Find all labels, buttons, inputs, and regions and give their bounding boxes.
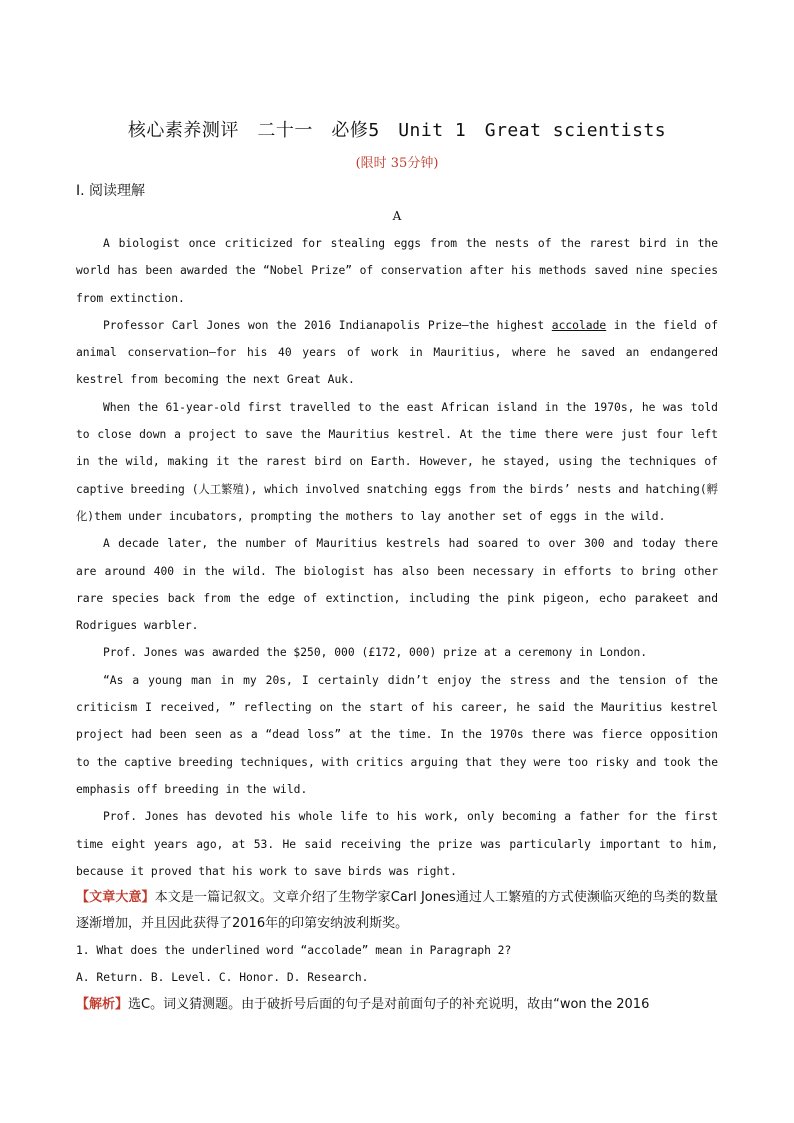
summary-text: 本文是一篇记叙文。文章介绍了生物学家Carl Jones通过人工繁殖的方式使濒临灭绝的鸟类的数量逐渐增加，并且因此获得了2016年的印第安纳波利斯奖。: [76, 890, 718, 932]
passage-label: A: [392, 209, 402, 223]
paragraph-5: Prof. Jones was awarded the $250, 000 (£172, 000) prize at a ceremony in London.: [103, 646, 648, 660]
paragraph-1: A biologist once criticized for stealing eggs from the nests of the rarest bird in the world has been awarded the “Nobel Prize” of conservation after his methods saved nine species from extinction.: [76, 237, 718, 305]
passage-body: [76, 230, 718, 1018]
section-heading: Ⅰ. 阅读理解: [76, 183, 146, 199]
analysis-text: 选C。词义猜测题。由于破折号后面的句子是对前面句子的补充说明，故由“won the 2016: [128, 996, 650, 1012]
question-options: A. Return. B. Level. C. Honor. D. Research.: [76, 971, 369, 985]
analysis: [76, 992, 718, 1018]
summary-tag: 【文章大意】: [76, 890, 155, 906]
summary: [76, 885, 718, 937]
analysis-tag: 【解析】: [76, 996, 129, 1012]
paragraph-4: A decade later, the number of Mauritius kestrels had soared to over 300 and today there are around 400 in the wild. The biologist has also been necessary in efforts to bring other rare species back from the edge of extinction, including the pink pigeon, echo parakeet and Rodrigues warbler.: [76, 537, 718, 633]
paragraph-2-before: Professor Carl Jones won the 2016 Indianapolis Prize—the highest: [103, 318, 552, 332]
time-limit: (限时 35分钟): [355, 156, 439, 171]
paragraph-3: When the 61-year-old first travelled to the east African island in the 1970s, he was told to close down a project to save the Mauritius kestrel. At the time there were just four left in the wild, making it the rarest bird on Earth. However, he stayed, using the techniques of captive breeding (人工繁殖), which involved snatching eggs from the birds’ nests and hatching(孵化)them under incubators, prompting the mothers to lay another set of eggs in the wild.: [76, 400, 718, 523]
paragraph-6: “As a young man in my 20s, I certainly didn’t enjoy the stress and the tension of the criticism I received, ” reflecting on the start of his career, he said the Mauritius kestrel project had been seen as a “dead loss” at the time. In the 1970s there was fierce opposition to the captive breeding techniques, with critics arguing that they were too risky and took the emphasis off breeding in the wild.: [76, 673, 718, 796]
paragraph-7: Prof. Jones has devoted his whole life to his work, only becoming a father for the first time eight years ago, at 53. He said receiving the prize was particularly important to him, because it proved that his work to save birds was right.: [76, 810, 718, 878]
underlined-word: accolade: [551, 318, 607, 332]
question-stem: 1. What does the underlined word “accolade” mean in Paragraph 2?: [76, 944, 512, 958]
paragraph-2: [76, 312, 718, 394]
page-title: 核心素养测评 二十一 必修5 Unit 1 Great scientists: [127, 120, 667, 141]
paragraph-2-after: in the field of animal conservation—for his 40 years of work in Mauritius, where he saved an endangered kestrel from becoming the next Great Auk.: [76, 318, 718, 387]
